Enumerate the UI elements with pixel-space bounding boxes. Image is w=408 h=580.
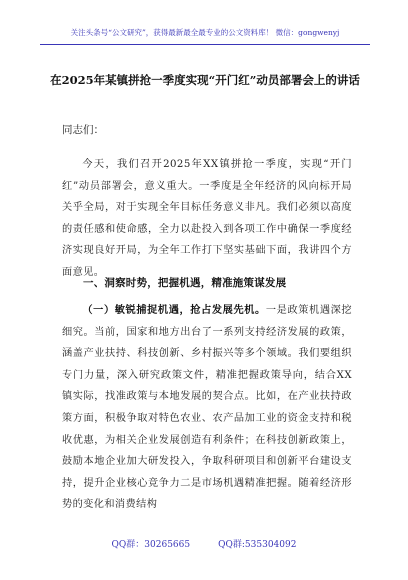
paragraph-opportunities bbox=[62, 300, 352, 516]
section-heading-1: 一、洞察时势，把握机遇，精准施策谋发展 bbox=[83, 277, 287, 289]
footer-qq-group-1: QQ群：30265665 bbox=[111, 540, 191, 550]
footer bbox=[0, 539, 408, 551]
document-title: 在2025年某镇拼抢一季度实现“开门红”动员部署会上的讲话 bbox=[50, 73, 360, 87]
header-banner: 关注头条号“公文研究”，获得最新最全最专业的公文资料库！ 微信：gongwenyj bbox=[70, 28, 340, 37]
header-divider bbox=[40, 44, 370, 45]
subsection-heading: （一）敏锐捕捉机遇，抢占发展先机。 bbox=[82, 304, 266, 316]
paragraph-opportunities-text: 一是政策机遇深挖细究。当前，国家和地方出台了一系列支持经济发展的政策，涵盖产业扶持、科技创新、乡村振兴等多个领域。我们要组织专门力量，深入研究政策文件，精准把握政策导向，结合XX镇实际，找准政策与本地发展的契合点。比如，在产业扶持政策方面，积极争取对特色农业、农产品加工业的资金支持和税收优惠，为相关企业发展创造有利条件；在科技创新政策上，鼓励本地企业加大研发投入，争取科研项目和创新平台建设支持，提升企业核心竞争力二是市场机遇精准把握。随着经济形势的变化和消费结构 bbox=[62, 305, 352, 511]
salutation: 同志们： bbox=[62, 124, 104, 136]
footer-qq-group-2: QQ群:535304092 bbox=[218, 540, 297, 550]
paragraph-opening: 今天，我们召开2025年XX镇拼抢一季度，实现“开门红”动员部署会，意义重大。一季度是全年经济的风向标开局关乎全局，对于实现全年目标任务意义非凡。我们必须以高度的责任感和使命感，全力以赴投入到各项工作中确保一季度经济实现良好开局，为全年工作打下坚实基础下面，我讲四个方面意见。 bbox=[62, 159, 352, 278]
